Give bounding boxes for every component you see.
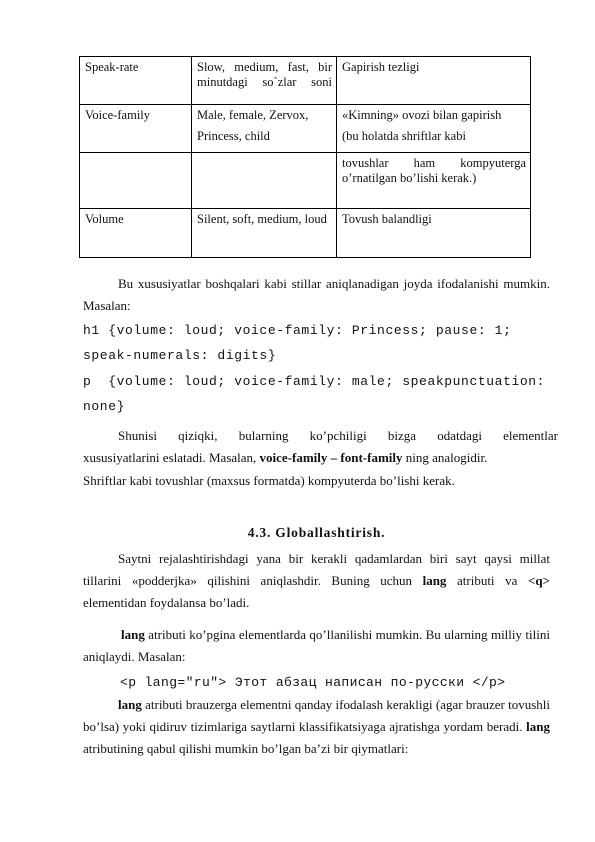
cell-line: «Kimning» ovozi bilan gapirish bbox=[342, 108, 502, 122]
table-cell: Volume bbox=[80, 209, 192, 258]
text-run: atributining qabul qilishi mumkin bo’lgan ba’zi bir qiymatlari: bbox=[83, 741, 409, 756]
bold-term: lang bbox=[422, 573, 447, 588]
code-line: <p lang="ru"> Этот абзац написан по-русски </p> bbox=[120, 675, 506, 690]
bold-term: voice-family – font-family bbox=[259, 450, 403, 465]
code-line: speak-numerals: digits} bbox=[83, 348, 277, 363]
section-heading: 4.3. Globallashtirish. bbox=[247, 525, 386, 540]
table-cell: Silent, soft, medium, loud bbox=[192, 209, 337, 258]
text-run: atributi va bbox=[446, 573, 528, 588]
code-line: none} bbox=[83, 399, 126, 414]
text-run: Saytni rejalashtirishdagi yana bir kerakli qadamlardan biri sayt qaysi millat tillarini «podderjka» qilishini aniqlashdir. Buning uchun bbox=[83, 551, 550, 588]
table-row bbox=[80, 57, 531, 105]
text-run: elementidan foydalansa bo’ladi. bbox=[83, 595, 250, 610]
table-cell: tovushlar ham kompyuterga o’rnatilgan bo’lishi kerak.) bbox=[337, 153, 531, 209]
table-row bbox=[80, 209, 531, 258]
table-row bbox=[80, 153, 531, 209]
paragraph bbox=[83, 624, 550, 668]
paragraph: Bu xususiyatlar boshqalari kabi stillar aniqlanadigan joyda ifodalanishi mumkin. Masalan: bbox=[83, 276, 550, 313]
text-run: ning analogidir. bbox=[402, 450, 488, 465]
cell-line: (bu holatda shriftlar kabi bbox=[342, 129, 466, 143]
table-cell bbox=[337, 105, 531, 153]
table-cell bbox=[192, 105, 337, 153]
bold-term: lang bbox=[526, 719, 550, 734]
paragraph-line bbox=[83, 447, 550, 469]
code-line: p {volume: loud; voice-family: male; speakpunctuation: bbox=[83, 374, 546, 389]
table-cell bbox=[192, 57, 337, 105]
table-cell: Speak-rate bbox=[80, 57, 192, 105]
paragraph-line: Shriftlar kabi tovushlar (maxsus formatda) kompyuterda bo’lishi kerak. bbox=[83, 473, 455, 488]
paragraph bbox=[83, 548, 550, 614]
table-row bbox=[80, 105, 531, 153]
paragraph-line: Shunisi qiziqki, bularning ko’pchiligi bizga odatdagi elementlar bbox=[118, 428, 558, 443]
code-line: h1 {volume: loud; voice-family: Princess; pause: 1; bbox=[83, 323, 512, 338]
paragraph bbox=[83, 694, 550, 760]
bold-term: lang bbox=[118, 697, 142, 712]
table-cell: Voice-family bbox=[80, 105, 192, 153]
text-run: xususiyatlarini eslatadi. Masalan, bbox=[83, 450, 260, 465]
text-run: atributi ko’pgina elementlarda qo’llanilishi mumkin. Bu ularning milliy tilini aniqlaydi. Masalan: bbox=[83, 627, 550, 664]
table-cell bbox=[192, 153, 337, 209]
table-cell: Tovush balandligi bbox=[337, 209, 531, 258]
table-cell bbox=[80, 153, 192, 209]
cell-text: Slow, medium, fast, bir minutdagi so`zlar soni bbox=[197, 60, 332, 89]
properties-table bbox=[79, 56, 531, 258]
cell-line: Princess, child bbox=[197, 129, 270, 143]
bold-term: lang bbox=[121, 627, 145, 642]
bold-term: <q> bbox=[527, 573, 550, 588]
text-run: atributi brauzerga elementni qanday ifodalash kerakligi (agar brauzer tovushli bo’lsa) yoki qidiruv tizimlariga saytlarni klassifikatsiyaga ajratishga yordam beradi. bbox=[83, 697, 550, 734]
cell-line: Male, female, Zervox, bbox=[197, 108, 309, 122]
table-cell: Gapirish tezligi bbox=[337, 57, 531, 105]
